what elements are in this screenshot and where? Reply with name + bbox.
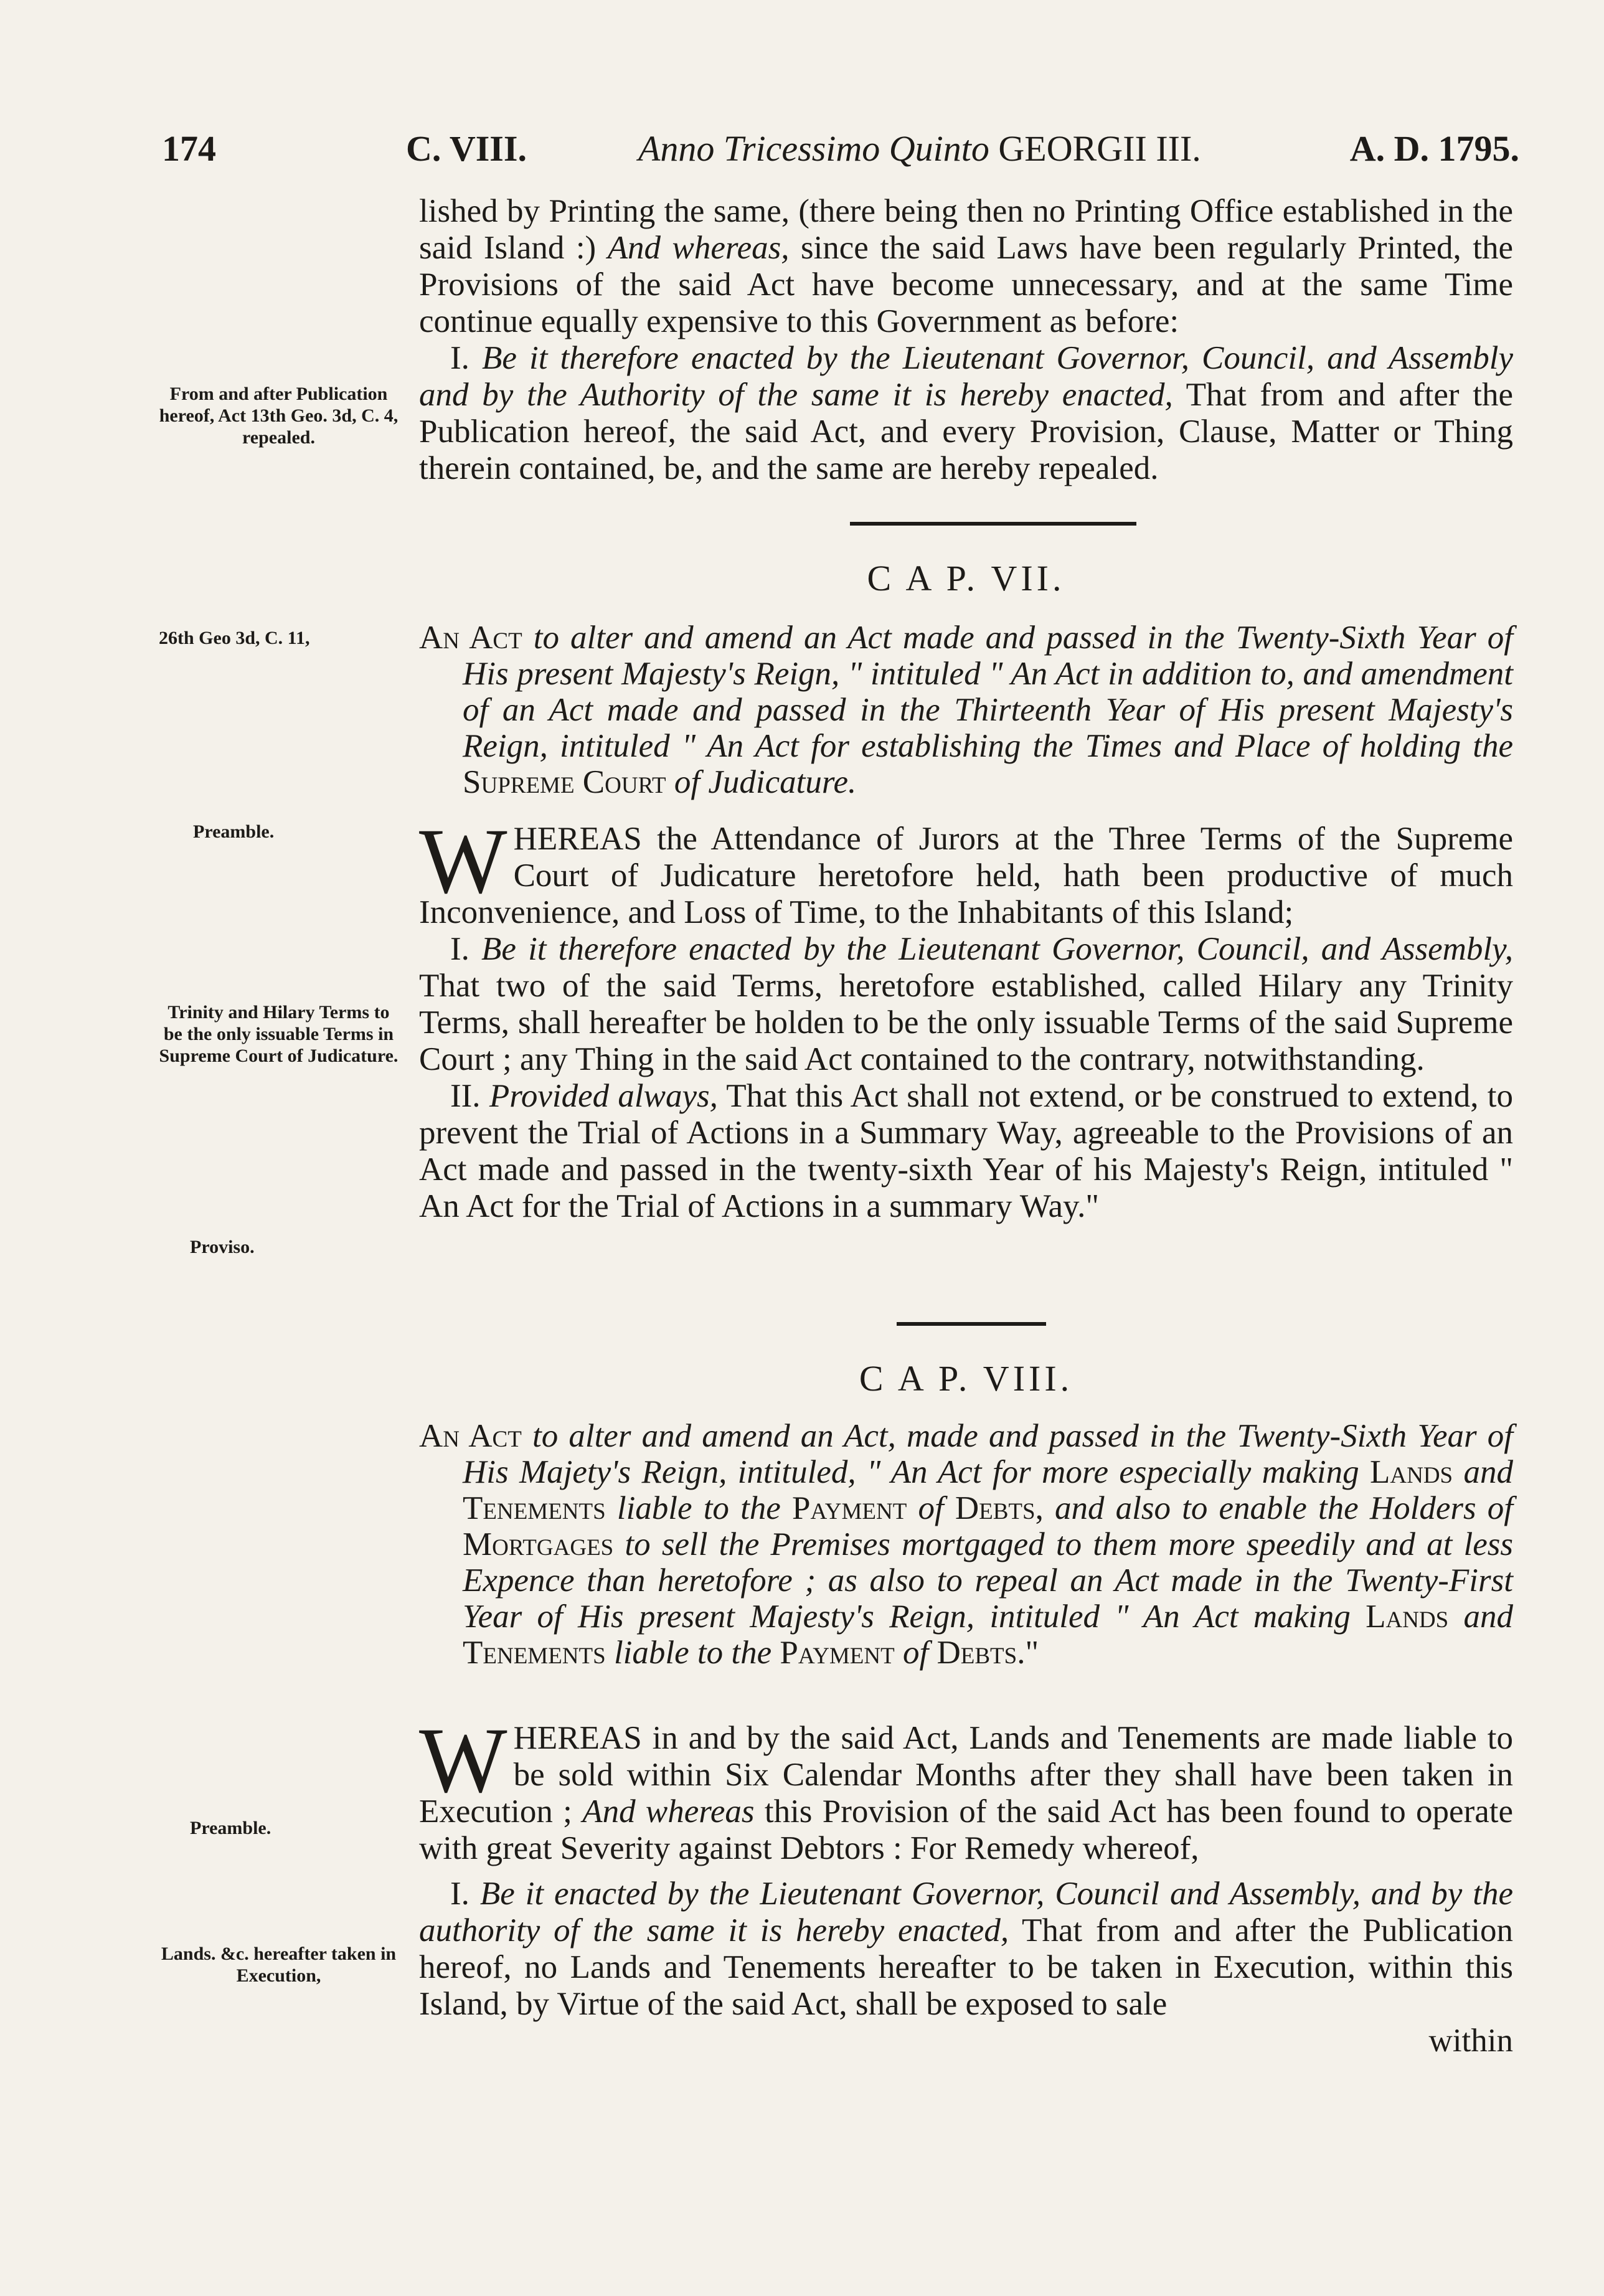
enacting-clause: Be it enacted by the Lieutenant Governor, Council and Assembly, and by the authority of the same it is hereby enacted, bbox=[419, 1876, 1513, 1949]
text: and bbox=[1453, 1454, 1513, 1490]
text: Lands bbox=[1370, 1454, 1453, 1490]
catchword: within bbox=[1428, 2023, 1513, 2059]
running-title-roman: GEORGII III. bbox=[998, 128, 1201, 169]
text: Lands bbox=[1366, 1599, 1449, 1635]
text: to alter and amend an Act made and passed in the Twenty-Sixth Year of His present Majesty's Reign, " intituled " An Act in addition to, and amendment of an Act made and passed in the Thirteenth Year of His present Majesty's Reign, intituled " An Act for establishing the Times and Place of holding the bbox=[463, 620, 1513, 764]
text: lished by Printing the same, (there being then no Printing Office established in the said Island :) bbox=[419, 193, 1513, 266]
text: An Act bbox=[419, 620, 522, 656]
cap-7-title bbox=[419, 620, 1513, 800]
margin-note-terms: Trinity and Hilary Terms to be the only issuable Terms in Supreme Court of Judicature. bbox=[159, 1002, 399, 1066]
margin-note-repeal: From and after Publication hereof, Act 13th Geo. 3d, C. 4, repealed. bbox=[159, 384, 399, 448]
text: Payment bbox=[780, 1635, 895, 1671]
paragraph bbox=[419, 1709, 1513, 1867]
section-number: II. bbox=[450, 1078, 489, 1114]
text: That from and after the Publication hereof, no Lands and Tenements hereafter to be taken in Execution, within this Island, by Virtue of the said Act, shall be exposed to sale bbox=[419, 1912, 1513, 2022]
text: That two of the said Terms, heretofore established, called Hilary any Trinity Terms, shall hereafter be holden to be the only issuable Terms of the said Supreme Court ; any Thing in the said Act contained to the contrary, notwithstanding. bbox=[419, 968, 1513, 1077]
text: liable to the bbox=[605, 1635, 780, 1671]
text-italic: And whereas, bbox=[607, 230, 790, 266]
running-title bbox=[638, 128, 1201, 169]
text: and also to enable the Holders of bbox=[1043, 1490, 1513, 1526]
margin-note-citation: 26th Geo 3d, C. 11, bbox=[159, 628, 310, 648]
section-number: I. bbox=[450, 340, 482, 376]
text: to sell the Premises mortgaged to them more speedily and at less Expence than heretofore ; as also to repeal an Act made in the Twenty-First Year of His present Majesty's Reign, intituled " An Act making bbox=[463, 1526, 1513, 1635]
section-continuation bbox=[419, 193, 1513, 487]
text: liable to the bbox=[605, 1490, 792, 1526]
paragraph bbox=[419, 810, 1513, 931]
section-number: I. bbox=[450, 1876, 480, 1912]
text: An Act bbox=[419, 1418, 522, 1454]
margin-note-proviso: Proviso. bbox=[190, 1237, 255, 1257]
running-header bbox=[162, 128, 1519, 177]
cap-8-title bbox=[419, 1418, 1513, 1671]
text: Debts, bbox=[955, 1490, 1044, 1526]
text: Payment bbox=[791, 1490, 907, 1526]
text-italic: Provided always, bbox=[489, 1078, 718, 1114]
cap-7-body bbox=[419, 810, 1514, 1225]
text: of Judicature. bbox=[666, 764, 857, 800]
text: HEREAS the Attendance of Jurors at the Three Terms of the Supreme Court of Judicature heretofore held, hath been productive of much Inconvenience, and Loss of Time, to the Inhabitants of this Island; bbox=[419, 821, 1513, 930]
running-title-italic: Anno Tricessimo Quinto bbox=[638, 128, 989, 169]
act-title bbox=[419, 1418, 1513, 1671]
text: Tenements bbox=[463, 1635, 606, 1671]
paragraph bbox=[419, 340, 1513, 487]
section-number: I. bbox=[450, 931, 482, 967]
drop-cap: W bbox=[419, 810, 507, 913]
paragraph bbox=[419, 1078, 1513, 1225]
cap-8-heading: C A P. VIII. bbox=[859, 1358, 1073, 1399]
margin-note-preamble-1: Preamble. bbox=[193, 821, 275, 842]
margin-note-preamble-2: Preamble. bbox=[190, 1818, 271, 1838]
text: since the said Laws have been regularly Printed, the Provisions of the said Act have become unnecessary, and at the same Time continue equally expensive to this Government as before: bbox=[419, 230, 1513, 339]
margin-note-lands: Lands. &c. hereafter taken in Execution, bbox=[161, 1944, 397, 1986]
text: Tenements bbox=[463, 1490, 606, 1526]
section-divider bbox=[897, 1322, 1046, 1326]
text: of bbox=[907, 1490, 955, 1526]
cap-7-heading: C A P. VII. bbox=[867, 558, 1065, 598]
section-divider bbox=[850, 522, 1136, 526]
act-title bbox=[419, 620, 1513, 800]
page-number: 174 bbox=[162, 128, 216, 169]
enacting-clause: Be it therefore enacted by the Lieutenant Governor, Council, and Assembly and by the Authority of the same it is hereby enacted, bbox=[419, 340, 1513, 413]
paragraph bbox=[419, 931, 1513, 1078]
year-label: A. D. 1795. bbox=[1349, 128, 1519, 169]
drop-cap: W bbox=[419, 1709, 507, 1812]
text: Mortgages bbox=[463, 1526, 614, 1562]
paragraph bbox=[419, 193, 1513, 340]
text: of bbox=[894, 1635, 937, 1671]
text: HEREAS in and by the said Act, Lands and Tenements are made liable to be sold within Six Calendar Months after they shall have been taken in Execution ; bbox=[419, 1720, 1513, 1830]
text: That from and after the Publication hereof, the said Act, and every Provision, Clause, Matter or Thing therein contained, be, and the same are hereby repealed. bbox=[419, 377, 1513, 486]
cap-8-body bbox=[419, 1709, 1513, 2059]
text: and bbox=[1448, 1599, 1513, 1635]
text-italic: And whereas bbox=[582, 1793, 755, 1830]
text: Debts." bbox=[936, 1635, 1039, 1671]
paragraph bbox=[419, 1876, 1513, 2023]
chapter-label: C. VIII. bbox=[406, 128, 527, 169]
enacting-clause: Be it therefore enacted by the Lieutenant Governor, Council, and Assembly, bbox=[481, 931, 1513, 967]
text: That this Act shall not extend, or be construed to extend, to prevent the Trial of Actions in a Summary Way, agreeable to the Provisions of an Act made and passed in the twenty-sixth Year of his Majesty's Reign, intituled " An Act for the Trial of Actions in a summary Way." bbox=[419, 1078, 1514, 1224]
text: this Provision of the said Act has been found to operate with great Severity against Debtors : For Remedy whereof, bbox=[419, 1793, 1513, 1866]
text: to alter and amend an Act, made and passed in the Twenty-Sixth Year of His Majety's Reign, intituled, " An Act for more especially making bbox=[463, 1418, 1513, 1490]
text: Supreme Court bbox=[463, 764, 666, 800]
